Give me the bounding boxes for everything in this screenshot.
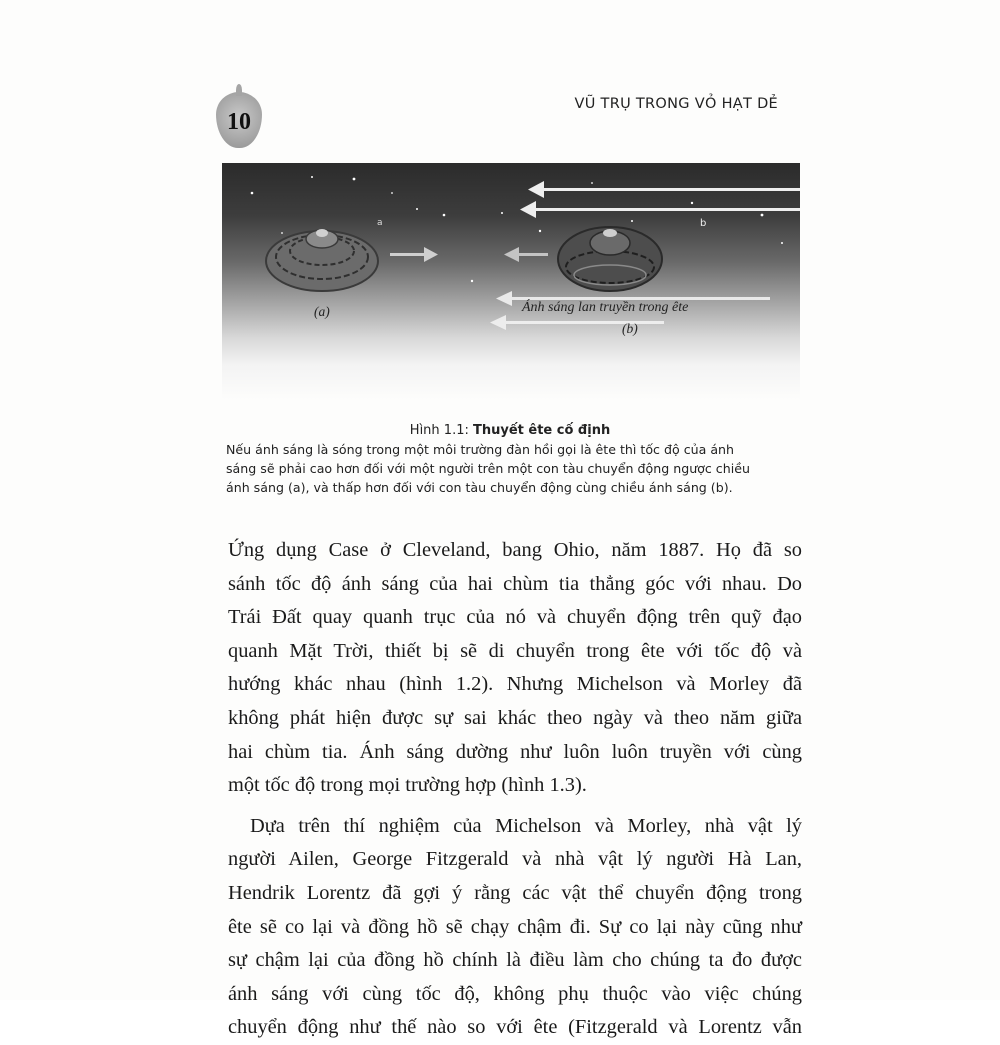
caption-title: Thuyết ête cố định: [472, 423, 611, 438]
text-line: một tốc độ trong mọi trường hợp (hình 1.3).: [228, 774, 587, 797]
caption-line: Nếu ánh sáng là sóng trong một môi trường đàn hồi gọi là ête thì tốc độ của ánh: [226, 442, 734, 457]
figure-caption-body: [226, 440, 802, 497]
text-line: người Ailen, George Fitzgerald và nhà vật lý người Hà Lan,: [228, 848, 802, 871]
body-text: [228, 534, 802, 1045]
text-line: Hendrik Lorentz đã gợi ý rằng các vật thể chuyển động trong: [228, 881, 802, 904]
running-title: VŨ TRỤ TRONG VỎ HẠT DẺ: [574, 96, 778, 112]
text-line: sánh tốc độ ánh sáng của hai chùm tia thẳng góc với nhau. Do: [228, 572, 802, 595]
arrow-right-a: [390, 247, 438, 262]
spaceship-b: [558, 227, 662, 291]
text-line: Dựa trên thí nghiệm của Michelson và Morley, nhà vật lý: [250, 814, 802, 837]
text-line: ánh sáng với cùng tốc độ, không phụ thuộc vào việc chúng: [228, 982, 802, 1005]
light-arrows-top: [520, 181, 800, 218]
marker-b: b: [700, 218, 707, 229]
figure-graphic: [222, 163, 800, 400]
caption-prefix: Hình 1.1:: [409, 423, 473, 438]
text-line: hai chùm tia. Ánh sáng dường như luôn luôn truyền với cùng: [228, 740, 802, 763]
caption-line: ánh sáng (a), và thấp hơn đối với con tàu chuyển động cùng chiều ánh sáng (b).: [226, 480, 733, 495]
text-line: sự chậm lại của đồng hồ chính là điều làm cho chúng ta đo được: [228, 949, 802, 972]
label-b: (b): [622, 321, 638, 336]
text-line: ête sẽ co lại và đồng hồ sẽ chạy chậm đi. Sự co lại này cũng như: [228, 915, 802, 938]
figure-illustration: [222, 163, 800, 400]
paragraph-2: [228, 810, 802, 1045]
arrow-left-b: [504, 247, 548, 262]
text-line: không phát hiện được sự sai khác theo ngày và theo năm giữa: [228, 706, 802, 729]
paragraph-1: [228, 534, 802, 803]
marker-a: a: [377, 218, 383, 228]
text-line: hướng khác nhau (hình 1.2). Nhưng Michelson và Morley đã: [228, 673, 802, 696]
label-a: (a): [314, 304, 330, 319]
page-number-badge: [216, 92, 262, 148]
caption-line: sáng sẽ phải cao hơn đối với một người trên một con tàu chuyển động ngược chiều: [226, 461, 750, 476]
spaceship-a: [266, 229, 378, 291]
figure-caption-title: [0, 423, 1000, 438]
text-line: Ứng dụng Case ở Cleveland, bang Ohio, năm 1887. Họ đã so: [228, 539, 802, 561]
light-propagation-label: Ánh sáng lan truyền trong ête: [522, 300, 689, 315]
text-line: chuyển động như thế nào so với ête (Fitzgerald và Lorentz vẫn: [228, 1016, 802, 1039]
page-number: 10: [227, 108, 251, 135]
text-line: Trái Đất quay quanh trục của nó và chuyển động trên quỹ đạo: [228, 606, 802, 629]
text-line: quanh Mặt Trời, thiết bị sẽ di chuyển trong ête với tốc độ và: [228, 639, 802, 662]
